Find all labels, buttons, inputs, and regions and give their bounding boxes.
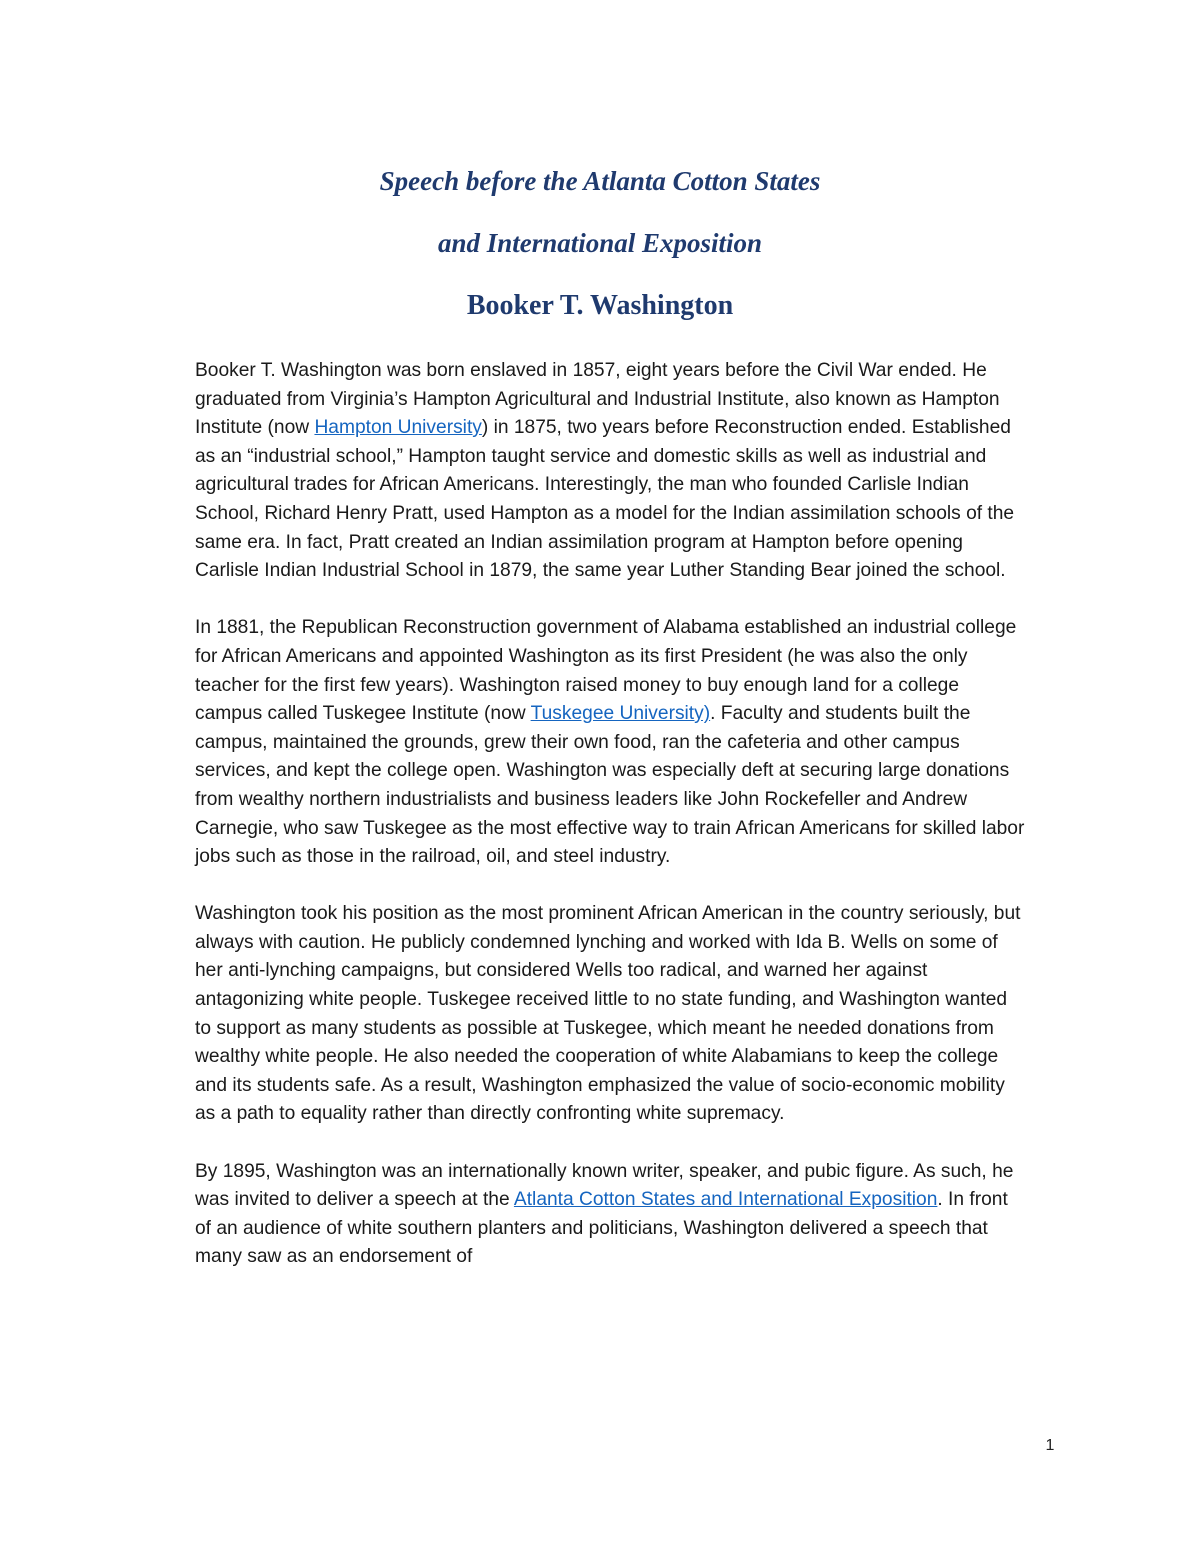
hampton-university-link[interactable]: Hampton University <box>314 417 482 439</box>
document-body <box>195 357 1025 1301</box>
document-author: Booker T. Washington <box>466 290 734 321</box>
paragraph-4 <box>195 1158 1025 1272</box>
paragraph-3 <box>195 900 1025 1129</box>
tuskegee-university-link[interactable]: Tuskegee University) <box>530 703 711 725</box>
document-title-line-1: Speech before the Atlanta Cotton States <box>379 166 821 196</box>
atlanta-exposition-link[interactable]: Atlanta Cotton States and International Exposition <box>513 1189 938 1211</box>
paragraph-text: Washington took his position as the most prominent African American in the country seriously, but always with caution. He publicly condemned lynching and worked with Ida B. Wells on some of her anti-lynching campaigns, but considered Wells too radical, and warned her against antagonizing white people. Tuskegee received little to no state funding, and Washington wanted to support as many students as possible at Tuskegee, which meant he needed donations from wealthy white people. He also needed the cooperation of white Alabamians to keep the college and its students safe. As a result, Washington emphasized the value of socio-economic mobility as a path to equality rather than directly confronting white supremacy. <box>195 903 1021 1125</box>
paragraph-text: . Faculty and students built the campus, maintained the grounds, grew their own food, ran the cafeteria and other campus services, and kept the college open. Washington was especially deft at securing large donations from wealthy northern industrialists and business leaders like John Rockefeller and Andrew Carnegie, who saw Tuskegee as the most effective way to train African Americans for skilled labor jobs such as those in the railroad, oil, and steel industry. <box>195 703 1025 868</box>
paragraph-text: In 1881, the Republican Reconstruction government of Alabama established an industrial college for African Americans and appointed Washington as its first President (he was also the only teacher for the first few years). Washington raised money to buy enough land for a college campus called Tuskegee Institute (now <box>195 617 1017 725</box>
paragraph-text: ) in 1875, two years before Reconstruction ended. Established as an “industrial school,” Hampton taught service and domestic skills as well as industrial and agricultural trades for African Americans. Interestingly, the man who founded Carlisle Indian School, Richard Henry Pratt, used Hampton as a model for the Indian assimilation schools of the same era. In fact, Pratt created an Indian assimilation program at Hampton before opening Carlisle Indian Industrial School in 1879, the same year Luther Standing Bear joined the school. <box>195 417 1015 582</box>
page-number: 1 <box>1045 1437 1055 1454</box>
paragraph-text: By 1895, Washington was an internationally known writer, speaker, and pubic figure. As such, he was invited to deliver a speech at the <box>195 1160 1014 1211</box>
paragraph-text: Booker T. Washington was born enslaved in 1857, eight years before the Civil War ended. He graduated from Virginia’s Hampton Agricultural and Industrial Institute, also known as Hampton Institute (now <box>195 360 1000 439</box>
paragraph-text: . In front of an audience of white southern planters and politicians, Washington delivered a speech that many saw as an endorsement of <box>195 1189 1008 1268</box>
document-title-line-2: and International Exposition <box>437 228 763 258</box>
paragraph-2 <box>195 614 1025 871</box>
paragraph-1 <box>195 357 1025 586</box>
